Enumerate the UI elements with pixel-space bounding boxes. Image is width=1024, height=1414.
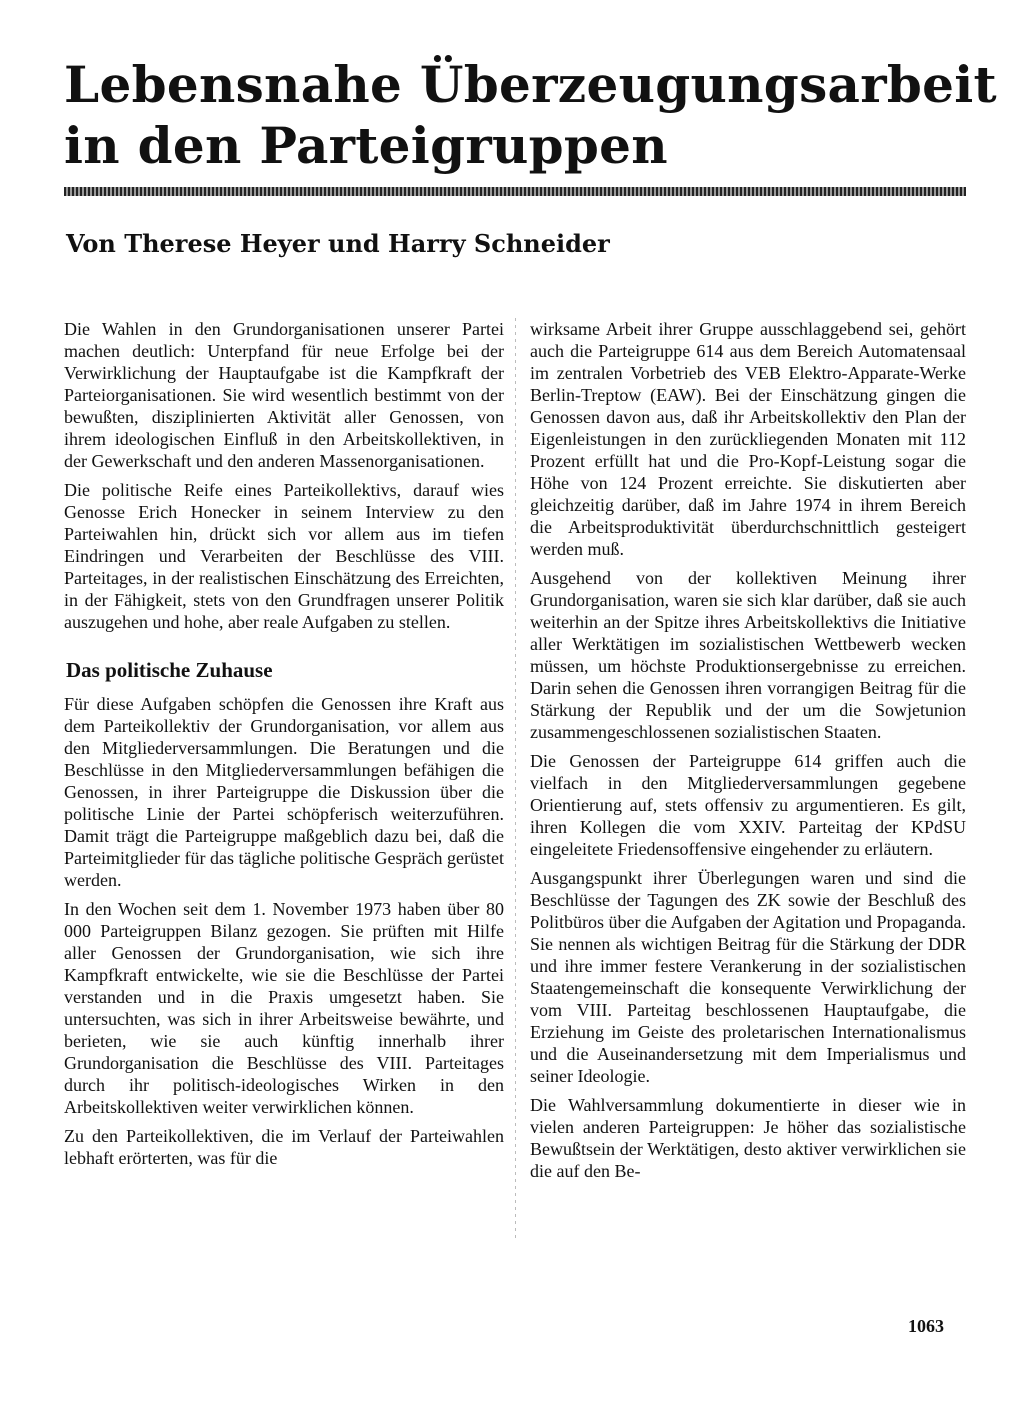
paragraph: Die Wahlversammlung dokumentierte in dieser wie in vielen anderen Parteigruppen: Je höher das sozialistische Bewußtsein der Werktätigen, desto aktiver verwirklichen sie die auf den Be- <box>530 1095 966 1181</box>
paragraph: Zu den Parteikollektiven, die im Verlauf der Parteiwahlen lebhaft erörterten, was für die <box>64 1126 504 1168</box>
paragraph: Für diese Aufgaben schöpfen die Genossen ihre Kraft aus dem Parteikollektiv der Grundorganisation, vor allem aus den Mitgliederversammlungen. Die Beratungen und die Beschlüsse in den Mitgliederversammlungen befähigen die Genossen, in ihrer Parteigruppe die Diskussion über die politische Linie der Partei schöpferisch weiterzuführen. Damit trägt die Parteigruppe maßgeblich dazu bei, daß die Parteimitglieder für das tägliche politische Gespräch gerüstet werden. <box>64 694 504 890</box>
left-column <box>64 318 504 1176</box>
article-authors: Von Therese Heyer und Harry Schneider <box>66 229 610 258</box>
paragraph: In den Wochen seit dem 1. November 1973 haben über 80 000 Parteigruppen Bilanz gezogen. Sie prüften mit Hilfe aller Genossen der Grundorganisation, wie sich ihre Kampfkraft entwickelte, wie sie die Beschlüsse der Partei verstanden und in die Praxis umgesetzt haben. Sie untersuchten, was sich in ihrer Arbeitsweise bewährte, und berieten, wie sie auch künftig innerhalb ihrer Grundorganisation die Beschlüsse des VIII. Parteitages durch ihr politisch-ideologisches Wirken in den Arbeitskollektiven weiter verwirklichen können. <box>64 899 504 1117</box>
article-title <box>64 54 997 176</box>
title-rule <box>64 187 966 196</box>
column-divider <box>515 318 516 1238</box>
paragraph: Die politische Reife eines Parteikollektivs, darauf wies Genosse Erich Honecker in seinem Interview zu den Parteiwahlen hin, drückt sich vor allem aus im tiefen Eindringen und Verarbeiten der Beschlüsse des VIII. Parteitages, in der realistischen Einschätzung des Erreichten, in der Fähigkeit, stets von den Grundfragen unserer Politik auszugehen und hohe, aber reale Aufgaben zu stellen. <box>64 480 504 632</box>
right-column <box>530 318 966 1189</box>
page-number: 1063 <box>908 1316 944 1336</box>
paragraph: wirksame Arbeit ihrer Gruppe ausschlaggebend sei, gehört auch die Parteigruppe 614 aus dem Bereich Automatensaal im zentralen Vorbetrieb des VEB Elektro-Apparate-Werke Berlin-Treptow (EAW). Bei der Einschätzung gingen die Genossen davon aus, daß ihr Arbeitskollektiv den Plan der Eigenleistungen in den zurückliegenden Monaten mit 112 Prozent erfüllt hat und die Pro-Kopf-Leistung sogar die Höhe von 124 Prozent erreichte. Sie diskutierten aber gleichzeitig darüber, daß im Jahre 1974 in ihrem Bereich die Arbeitsproduktivität überdurchschnittlich gesteigert werden muß. <box>530 319 966 559</box>
paragraph: Die Genossen der Parteigruppe 614 griffen auch die vielfach in den Mitgliederversammlungen gegebene Orientierung auf, stets offensiv zu argumentieren. Es gilt, ihren Kollegen die vom XXIV. Parteitag der KPdSU eingeleitete Friedensoffensive eingehender zu erläutern. <box>530 751 966 859</box>
paragraph: Ausgehend von der kollektiven Meinung ihrer Grundorganisation, waren sie sich klar darüber, daß sie auch weiterhin an der Spitze ihres Arbeitskollektivs die Initiative aller Werktätigen im sozialistischen Wettbewerb wecken müssen, um höchste Produktionsergebnisse zu erreichen. Darin sehen die Genossen ihren vorrangigen Beitrag für die Stärkung der Republik und der um die Sowjetunion zusammengeschlossenen sozialistischen Staaten. <box>530 568 966 742</box>
section-heading: Das politische Zuhause <box>66 658 273 682</box>
title-line-1: Lebensnahe Überzeugungsarbeit <box>64 55 997 114</box>
title-line-2: in den Parteigruppen <box>64 116 668 175</box>
paragraph: Die Wahlen in den Grundorganisationen unserer Partei machen deutlich: Unterpfand für neue Erfolge bei der Verwirklichung der Hauptaufgabe ist die Kampfkraft der Parteiorganisationen. Sie wird wesentlich bestimmt von der bewußten, disziplinierten Aktivität aller Genossen, von ihrem ideologischen Einfluß in den Arbeitskollektiven, in der Gewerkschaft und den anderen Massenorganisationen. <box>64 319 504 471</box>
paragraph: Ausgangspunkt ihrer Überlegungen waren und sind die Beschlüsse der Tagungen des ZK sowie der Beschluß des Politbüros über die Aufgaben der Agitation und Propaganda. Sie nennen als wichtigen Beitrag für die Stärkung der DDR und ihre immer festere Verankerung in der sozialistischen Staatengemeinschaft die konsequente Verwirklichung der vom VIII. Parteitag beschlossenen Hauptaufgabe, die Erziehung im Geiste des proletarischen Internationalismus und die Auseinandersetzung mit dem Imperialismus und seiner Ideologie. <box>530 868 966 1086</box>
